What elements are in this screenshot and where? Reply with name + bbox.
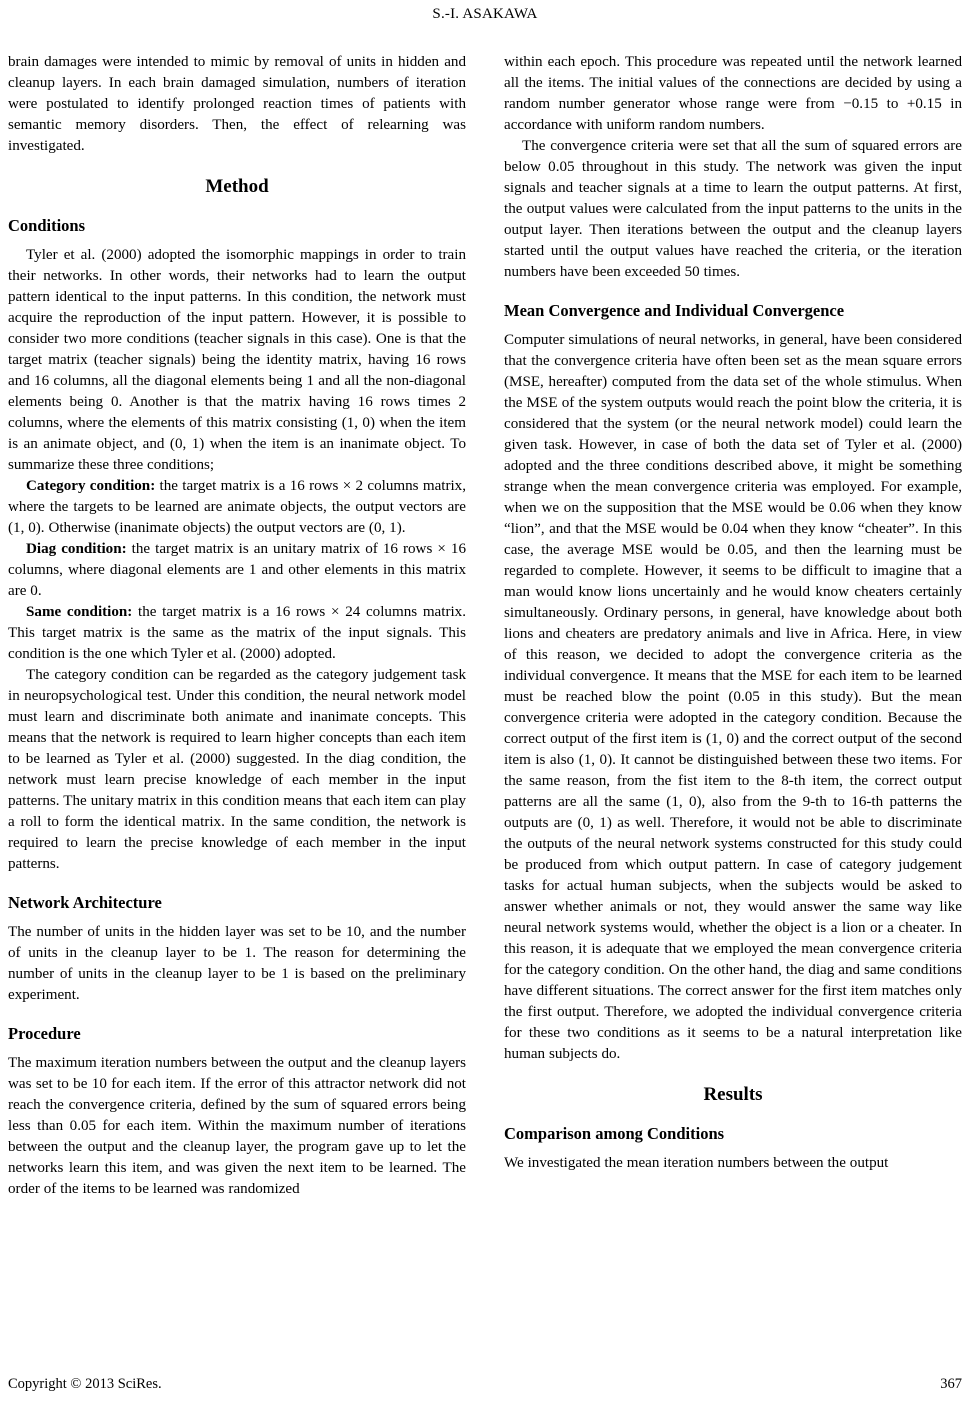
subsection-heading-comparison: Comparison among Conditions <box>504 1124 725 1143</box>
section-heading-method: Method <box>205 176 269 197</box>
running-header: S.-I. ASAKAWA <box>432 6 538 22</box>
same-condition-label: Same condition: <box>26 604 133 620</box>
category-condition-label: Category condition: <box>26 478 156 494</box>
footer-page-number: 367 <box>940 1376 962 1392</box>
subsection-heading-conditions: Conditions <box>8 216 86 235</box>
paragraph-continued-right: within each epoch. This procedure was repeated until the network learned all the items. The initial values of the connections are decided by using a random number generator whose range were from −0.15 to +0.15 in accordance with uniform random numbers. <box>504 54 962 133</box>
footer-copyright: Copyright © 2013 SciRes. <box>8 1376 162 1392</box>
diag-condition-text: the target matrix is an unitary matrix of 16 rows × 16 columns, where diagonal elements are 1 and other elements in this matrix are 0. <box>8 541 466 599</box>
category-condition-text: the target matrix is a 16 rows × 2 columns matrix, where the targets to be learned are animate objects, the output vectors are (1, 0). Otherwise (inanimate objects) the output vectors are (0, 1). <box>8 478 466 536</box>
page-footer <box>8 1374 962 1394</box>
subsection-heading-mean-convergence: Mean Convergence and Individual Convergence <box>504 301 845 320</box>
paragraph-comparison: We investigated the mean iteration numbers between the output <box>504 1155 889 1171</box>
paragraph-convergence-criteria: The convergence criteria were set that all the sum of squared errors are below 0.05 throughout in this study. The network was given the input signals and teacher signals at a time to learn the output patterns. At first, the output values were calculated from the input patterns to the units in the output layer. Then iterations between the output and the cleanup layers started until the output values have reached the criteria, or the iteration numbers have been exceeded 50 times. <box>504 138 962 280</box>
paragraph-diag-condition <box>8 539 466 602</box>
two-column-body <box>8 52 962 1342</box>
subsection-heading-procedure: Procedure <box>8 1024 81 1043</box>
subsection-heading-network-architecture: Network Architecture <box>8 893 162 912</box>
section-heading-results: Results <box>703 1084 763 1105</box>
diag-condition-label: Diag condition: <box>26 541 127 557</box>
paragraph-network-architecture: The number of units in the hidden layer was set to be 10, and the number of units in the cleanup layer to be 1. The reason for determining the number of units in the cleanup layer to be 1 is based on the preliminary experiment. <box>8 924 466 1003</box>
paragraph-mean-convergence: Computer simulations of neural networks, in general, have been considered that the convergence criteria have often been set as the mean square errors (MSE, hereafter) computed from the data set of the whole stimulus. When the MSE of the system outputs would reach the point blow the criteria, it is considered that the system (or the neural network model) could learn the given task. However, in case of both the data set of Tyler et al. (2000) adopted and the three conditions described above, it might be something strange when the mean convergence criteria was employed. For example, when we on the supposition that the MSE would be 0.06 when they know “lion”, and that the MSE would be 0.04 when they know “cheater”. In this case, the average MSE would be 0.05, and then the learning must be regarded to complete. However, it seems to be difficult to imagine that a man would know lions uncertainly and he would know cheaters certainly simultaneously. Ordinary persons, in general, have knowledge about both lions and cheaters are predatory animals and live in Africa. Here, in view of this reason, we decided to adopt the convergence criteria as the individual convergence. It means that the MSE for each item to be learned must be reached blow the point (0.05 in this study). But the mean convergence criteria were adopted in the category condition. Because the correct output of the first item is (1, 0) and the correct output of the second item is also (1, 0). It cannot be distinguished between these two items. For the same reason, from the fist item to the 8-th item, the correct output patterns are all the same (1, 0), also from the 9-th to 16-th patterns the outputs are (0, 1) as well. Therefore, it would not be able to discriminate the outputs of the neural network systems constructed for this study could be produced from which output pattern. In case of category judgement tasks for actual human subjects, when the subjects would be asked to answer whether animals or not, they would answer the same way like neural network systems would, whether the object is a lion or a cheater. In this reason, it is adequate that we employed the mean convergence criteria for the category condition. On the other hand, the diag and same conditions have different situations. The correct answer for the first item matches only the first output. Therefore, we adopted the individual convergence criteria for these two conditions as it seems to be a natural interpretation like human subjects do. <box>504 332 962 1062</box>
right-column <box>504 52 962 1342</box>
paragraph-procedure: The maximum iteration numbers between the output and the cleanup layers was set to be 10 for each item. If the error of this attractor network did not reach the convergence criteria, defined by the sum of squared errors being less than 0.05 for each item. Within the maximum number of iterations between the output and the cleanup layer, the program gave up to let the networks learn this item, and was given the next item to be learned. The order of the items to be learned was randomized <box>8 1055 466 1197</box>
paragraph-conditions-1: Tyler et al. (2000) adopted the isomorphic mappings in order to train their networks. In other words, their networks had to learn the output pattern identical to the input patterns. In this condition, the network must acquire the reproduction of the input pattern. However, it is possible to consider two more conditions (teacher signals in this case). One is that the target matrix (teacher signals) being the identity matrix, having 16 rows and 16 columns, all the diagonal elements being 1 and all the non-diagonal elements being 0. Another is that the matrix having 16 rows times 2 columns, where the elements of this matrix consisting (1, 0) when the item is an animate object, and (0, 1) when the item is an inanimate object. To summarize these three conditions; <box>8 247 466 473</box>
paragraph-continued-left: brain damages were intended to mimic by removal of units in hidden and cleanup layers. In each brain damaged simulation, numbers of iteration were postulated to identify prolonged reaction times of patients with semantic memory disorders. Then, the effect of relearning was investigated. <box>8 54 466 154</box>
paragraph-category-condition <box>8 476 466 539</box>
paragraph-same-condition <box>8 602 466 665</box>
same-condition-text: the target matrix is a 16 rows × 24 columns matrix. This target matrix is the same as the matrix of the input signals. This condition is the one which Tyler et al. (2000) adopted. <box>8 604 466 662</box>
paragraph-conditions-2: The category condition can be regarded as the category judgement task in neuropsychological test. Under this condition, the neural network model must learn and discriminate both animate and inanimate concepts. This means that the network is required to learn higher concepts than each item to be learned as Tyler et al. (2000) suggested. In the diag condition, the network must learn precise knowledge of each member in the input patterns. The unitary matrix in this condition means that each item can play a roll to form the identical matrix. In the same condition, the network is required to learn the precise knowledge of each member in the input patterns. <box>8 667 466 872</box>
left-column <box>8 52 466 1342</box>
